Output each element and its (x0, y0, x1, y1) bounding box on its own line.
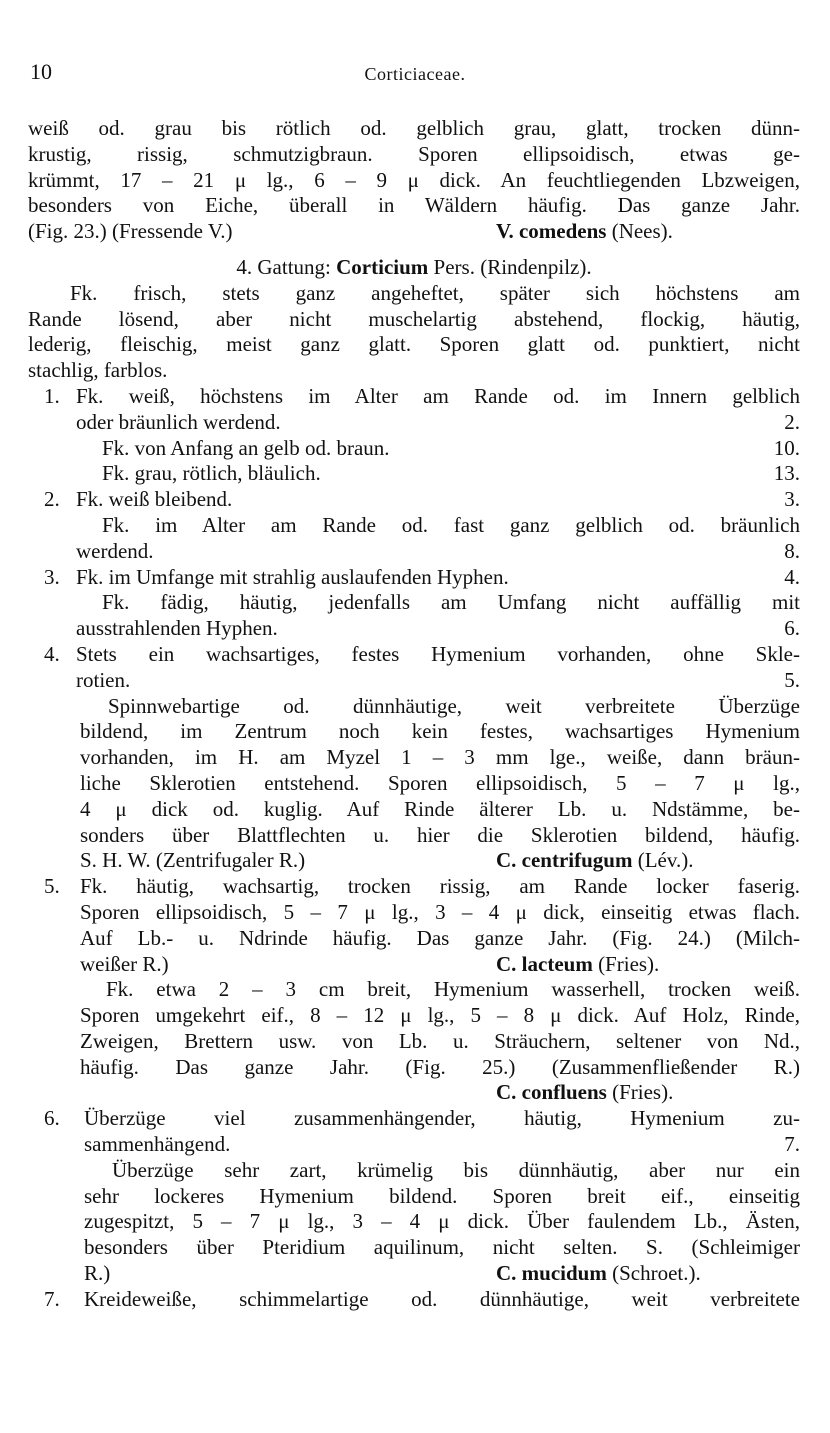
key-reference: 6. (784, 616, 800, 641)
key-reference: 10. (773, 435, 800, 460)
key-text: sammenhängend. (84, 1132, 231, 1157)
key-reference: 5. (784, 667, 800, 692)
key-line (28, 1261, 800, 1287)
key-text: Zweigen, Brettern usw. von Lb. u. Sträuchern, seltener von Nd., (80, 1028, 800, 1053)
key-number: 6. (44, 1106, 60, 1131)
key-number: 2. (44, 487, 60, 512)
key-text: Sporen ellipsoidisch, 5 – 7 μ lg., 3 – 4 μ dick, einseitig etwas flach. (80, 899, 800, 924)
running-title: Corticiaceae. (364, 64, 466, 84)
key-line (28, 590, 800, 616)
key-line (28, 384, 800, 410)
key-line (28, 745, 800, 771)
key-line (28, 1132, 800, 1158)
key-line (28, 848, 800, 874)
key-line (28, 539, 800, 565)
text-line: besonders von Eiche, überall in Wäldern häufig. Das ganze Jahr. (28, 193, 800, 218)
key-number: 5. (44, 874, 60, 899)
text-line: Fk. frisch, stets ganz angeheftet, später sich höchstens am (70, 280, 800, 305)
key-line (28, 668, 800, 694)
key-text: ausstrahlenden Hyphen. (76, 616, 278, 641)
key-reference: 13. (773, 461, 800, 486)
key-number: 4. (44, 641, 60, 666)
species-entry (496, 1261, 701, 1287)
key-line (28, 797, 800, 823)
key-line (28, 926, 800, 952)
key-reference: 7. (784, 1132, 800, 1157)
key-line (28, 1287, 800, 1313)
key-line (28, 436, 800, 462)
key-text: Fk. im Umfange mit strahlig auslaufenden Hyphen. (76, 564, 509, 589)
key-number: 1. (44, 383, 60, 408)
species-entry (496, 952, 659, 978)
key-line (28, 410, 800, 436)
key-text: Fk. weiß bleibend. (76, 487, 233, 512)
key-text: oder bräunlich werdend. (76, 409, 281, 434)
text-line: stachlig, farblos. (28, 358, 168, 383)
key-text: 4 μ dick od. kuglig. Auf Rinde älterer Lb. u. Ndstämme, be- (80, 796, 800, 821)
key-reference: 2. (784, 409, 800, 434)
page-body (28, 116, 800, 1313)
key-text: weißer R.) (80, 951, 169, 976)
key-line (28, 487, 800, 513)
key-line (28, 565, 800, 591)
key-text: Stets ein wachsartiges, festes Hymenium vorhanden, ohne Skle- (76, 641, 800, 666)
key-text: Kreideweiße, schimmelartige od. dünnhäutige, weit verbreitete (84, 1286, 800, 1311)
species-name: V. comedens (496, 219, 607, 244)
genus-prefix: 4. Gattung: (236, 254, 331, 279)
key-text: zugespitzt, 5 – 7 μ lg., 3 – 4 μ dick. Über faulendem Lb., Ästen, (84, 1209, 800, 1234)
key-line (28, 1106, 800, 1132)
page-number: 10 (30, 59, 52, 84)
key-line (28, 952, 800, 978)
key-text: sonders über Blattflechten u. hier die Sklerotien bildend, häufig. (80, 822, 800, 847)
key-text: Fk. im Alter am Rande od. fast ganz gelblich od. bräunlich (102, 512, 800, 537)
key-text: R.) (84, 1261, 111, 1286)
species-name: C. centrifugum (496, 848, 633, 873)
key-line (28, 513, 800, 539)
key-text: werdend. (76, 538, 154, 563)
species-entry (496, 1080, 673, 1106)
species-author: (Fries). (598, 951, 660, 976)
key-text: Überzüge viel zusammenhängender, häutig, Hymenium zu- (84, 1106, 800, 1131)
key-number: 3. (44, 564, 60, 589)
key-line (28, 900, 800, 926)
key-reference: 3. (784, 487, 800, 512)
key-line (28, 1158, 800, 1184)
key-text: Spinnwebartige od. dünnhäutige, weit verbreitete Überzüge (108, 693, 800, 718)
key-line (28, 1209, 800, 1235)
species-name: C. confluens (496, 1080, 607, 1105)
species-author: (Schroet.). (612, 1261, 701, 1286)
key-text: Fk. von Anfang an gelb od. braun. (102, 435, 390, 460)
text-line: Rande lösend, aber nicht muschelartig abstehend, flockig, häutig, (28, 306, 800, 331)
key-text: vorhanden, im H. am Myzel 1 – 3 mm lge., weiße, dann bräun- (80, 745, 800, 770)
species-entry (496, 848, 694, 874)
key-line (28, 874, 800, 900)
species-author: (Nees). (611, 219, 673, 244)
species-author: (Fries). (612, 1080, 674, 1105)
key-line (28, 719, 800, 745)
key-text: bildend, im Zentrum noch kein festes, wachsartiges Hymenium (80, 719, 800, 744)
text-line: krümmt, 17 – 21 μ lg., 6 – 9 μ dick. An feuchtliegenden Lbzweigen, (28, 167, 800, 192)
text-line: weiß od. grau bis rötlich od. gelblich grau, glatt, trocken dünn- (28, 116, 800, 140)
key-text: Fk. etwa 2 – 3 cm breit, Hymenium wasserhell, trocken weiß. (106, 977, 800, 1002)
key-text: Auf Lb.- u. Ndrinde häufig. Das ganze Jahr. (Fig. 24.) (Milch- (80, 925, 800, 950)
key-text: S. H. W. (Zentrifugaler R.) (80, 848, 306, 873)
key-line (28, 1235, 800, 1261)
key-line (28, 1003, 800, 1029)
key-line (28, 1184, 800, 1210)
key-reference: 4. (784, 564, 800, 589)
key-reference: 8. (784, 538, 800, 563)
key-line (28, 977, 800, 1003)
text-line (28, 219, 800, 245)
key-text: Überzüge sehr zart, krümelig bis dünnhäutig, aber nur ein (112, 1157, 800, 1182)
key-text: rotien. (76, 667, 131, 692)
key-text: häufig. Das ganze Jahr. (Fig. 25.) (Zusammenfließender R.) (80, 1054, 800, 1079)
key-text: Fk. grau, rötlich, bläulich. (102, 461, 321, 486)
key-text: Fk. häutig, wachsartig, trocken rissig, am Rande locker faserig. (80, 874, 800, 899)
key-text: Fk. weiß, höchstens im Alter am Rande od. im Innern gelblich (76, 383, 800, 408)
key-text: besonders über Pteridium aquilinum, nicht selten. S. (Schleimiger (84, 1235, 800, 1260)
genus-name: Corticium (336, 254, 429, 279)
species-author: (Lév.). (637, 848, 694, 873)
key-line (28, 694, 800, 720)
key-text: Fk. fädig, häutig, jedenfalls am Umfang nicht auffällig mit (102, 590, 800, 615)
key-line (28, 823, 800, 849)
key-text: Sporen umgekehrt eif., 8 – 12 μ lg., 5 – 8 μ dick. Auf Holz, Rinde, (80, 1003, 800, 1028)
key-line (28, 461, 800, 487)
key-text: sehr lockeres Hymenium bildend. Sporen breit eif., einseitig (84, 1183, 800, 1208)
key-line (28, 1055, 800, 1081)
key-line (28, 1029, 800, 1055)
species-entry (496, 219, 673, 245)
genus-heading (28, 255, 800, 281)
key-number: 7. (44, 1286, 60, 1311)
text-fragment: (Fig. 23.) (Fressende V.) (28, 219, 233, 244)
key-line (28, 771, 800, 797)
text-line: lederig, fleischig, meist ganz glatt. Sporen glatt od. punktiert, nicht (28, 332, 800, 357)
key-line (28, 642, 800, 668)
text-line: krustig, rissig, schmutzigbraun. Sporen ellipsoidisch, etwas ge- (28, 141, 800, 166)
species-name: C. mucidum (496, 1261, 607, 1286)
genus-suffix: Pers. (Rindenpilz). (433, 254, 592, 279)
key-line (28, 616, 800, 642)
key-text: liche Sklerotien entstehend. Sporen ellipsoidisch, 5 – 7 μ lg., (80, 770, 800, 795)
species-name: C. lacteum (496, 951, 593, 976)
key-line (28, 1080, 800, 1106)
